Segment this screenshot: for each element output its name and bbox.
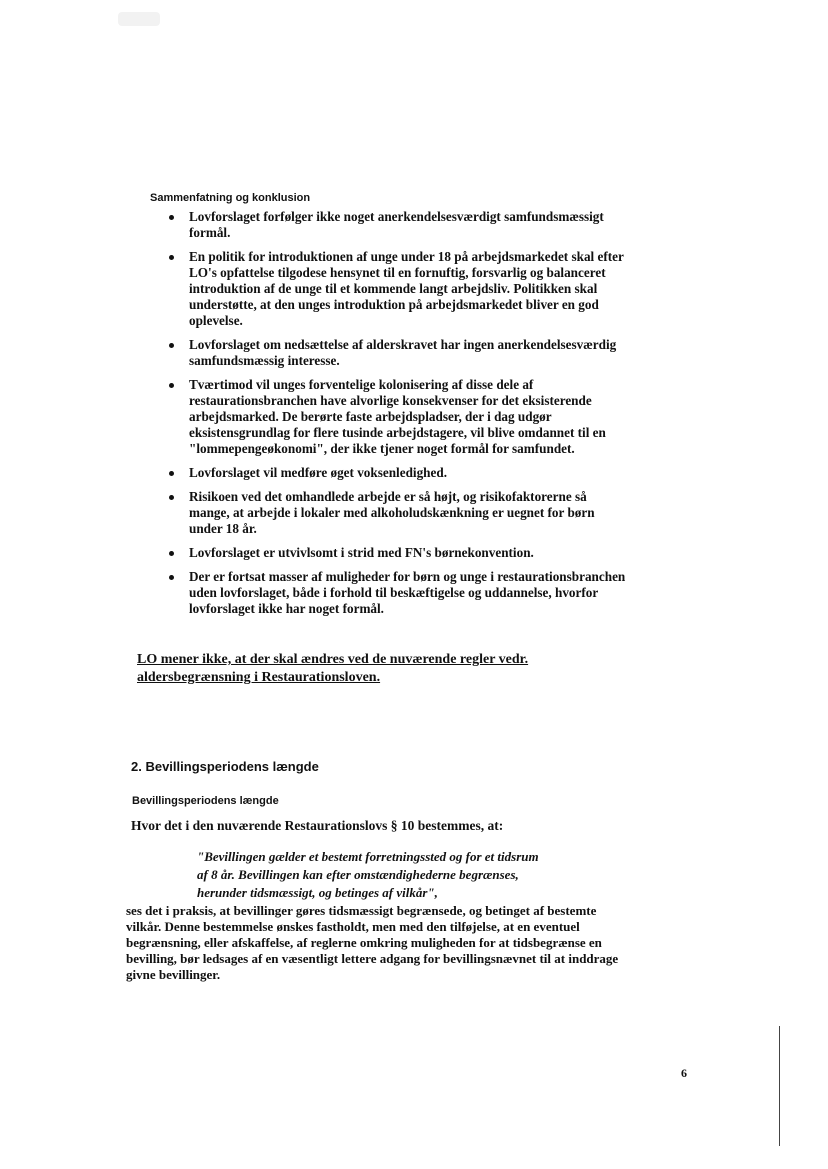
bullet-dot-icon bbox=[169, 471, 174, 476]
bullet-text: Lovforslaget er utvivlsomt i strid med FN's børnekonvention. bbox=[189, 545, 534, 560]
summary-bullet-list bbox=[165, 209, 630, 625]
bullet-dot-icon bbox=[169, 215, 174, 220]
bullet-text: Tværtimod vil unges forventelige kolonisering af disse dele af restaurationsbranchen have alvorlige konsekvenser for det eksisterende arbejdsmarked. De berørte faste arbejdspladser, der i dag udgør eksistensgrundlag for flere tusinde arbejdstagere, vil blive omdannet til en "lommepengeøkonomi", der ikke tjener noget formål for samfundet. bbox=[189, 377, 606, 456]
bullet-dot-icon bbox=[169, 551, 174, 556]
body-paragraph: ses det i praksis, at bevillinger gøres tidsmæssigt begrænsede, og betinget af bestemte vilkår. Denne bestemmelse ønskes fastholdt, men med den tilføjelse, at en eventuel begrænsning, eller afskaffelse, af reglerne omkring muligheden for at tidsbegrænse en bevilling, bør ledsages af en væsentligt lettere adgang for bevillingsnævnet til at inddrage givne bevillinger. bbox=[126, 903, 619, 982]
section-heading: 2. Bevillingsperiodens længde bbox=[131, 759, 319, 774]
bullet-text: Risikoen ved det omhandlede arbejde er så højt, og risikofaktorerne så mange, at arbejde i lokaler med alkoholudskænkning er uegnet for børn under 18 år. bbox=[189, 489, 595, 536]
bullet-item bbox=[165, 377, 630, 457]
bullet-item bbox=[165, 249, 630, 329]
bullet-dot-icon bbox=[169, 255, 174, 260]
law-quote: "Bevillingen gælder et bestemt forretningssted og for et tidsrum af 8 år. Bevillingen kan efter omstændighederne begrænses, herunder tidsmæssigt, og betinges af vilkår", bbox=[197, 849, 539, 900]
bullet-item bbox=[165, 337, 630, 369]
summary-heading: Sammenfatning og konklusion bbox=[150, 192, 311, 204]
scan-mark bbox=[118, 12, 160, 26]
bullet-dot-icon bbox=[169, 495, 174, 500]
bullet-text: Lovforslaget forfølger ikke noget anerkendelsesværdigt samfundsmæssigt formål. bbox=[189, 209, 604, 240]
bullet-item bbox=[165, 465, 630, 481]
bullet-text: Lovforslaget vil medføre øget voksenledighed. bbox=[189, 465, 447, 480]
bullet-item bbox=[165, 489, 630, 537]
page-number: 6 bbox=[681, 1066, 687, 1080]
bullet-item bbox=[165, 545, 630, 561]
scan-edge-line bbox=[779, 1026, 780, 1146]
intro-sentence: Hvor det i den nuværende Restaurationslovs § 10 bestemmes, at: bbox=[131, 818, 504, 833]
bullet-dot-icon bbox=[169, 383, 174, 388]
bullet-text: Lovforslaget om nedsættelse af alderskravet har ingen anerkendelsesværdig samfundsmæssig interesse. bbox=[189, 337, 617, 368]
bullet-text: En politik for introduktionen af unge under 18 på arbejdsmarkedet skal efter LO's opfattelse tilgodese hensynet til en fornuftig, forsvarlig og balanceret introduktion af de unge til et kommende langt arbejdsliv. Politikken skal understøtte, at den unges introduktion på arbejdsmarkedet bliver en god oplevelse. bbox=[189, 249, 624, 328]
bullet-item bbox=[165, 569, 630, 617]
bullet-text: Der er fortsat masser af muligheder for børn og unge i restaurationsbranchen uden lovforslaget, både i forhold til beskæftigelse og uddannelse, hvorfor lovforslaget ikke har noget formål. bbox=[189, 569, 626, 616]
bullet-dot-icon bbox=[169, 343, 174, 348]
bullet-dot-icon bbox=[169, 575, 174, 580]
section-subheading: Bevillingsperiodens længde bbox=[132, 795, 279, 807]
bullet-item bbox=[165, 209, 630, 241]
conclusion-statement: LO mener ikke, at der skal ændres ved de nuværende regler vedr. aldersbegrænsning i Restaurationsloven. bbox=[137, 652, 529, 685]
